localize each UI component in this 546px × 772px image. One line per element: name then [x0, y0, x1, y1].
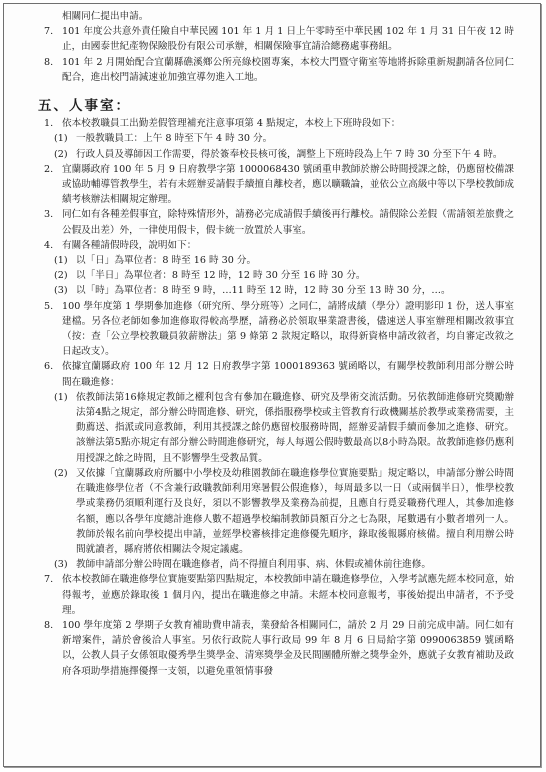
personnel-items-list [44, 116, 514, 679]
item-number: 3. [44, 209, 54, 221]
item-number: 4. [44, 239, 54, 251]
item-number: 1. [44, 118, 54, 130]
list-item [44, 162, 514, 208]
item-number: (1) [54, 391, 68, 403]
item-text: 依本校教師在職進修學位實施要點第四點規定，本校教師申請在職進修學位，入學考試應先經本校同意，始得報考，並應於錄取後 1 個月內，提出在職進修之申請。未經本校同意報考，事後始提出申請者，不予受理。 [62, 574, 514, 616]
list-item [44, 572, 514, 618]
item-number: 8. [44, 56, 54, 68]
list-item [44, 131, 514, 146]
item-text: 100 學年度第 2 學期子女教育補助費申請表，業發給各相關同仁，請於 2 月 29 日前完成申請。同仁如有新增案件，請於會後洽人事室。另依行政院人事行政局 99 年 8 月 6 日局給字第 0990063859 號函略以，公教人員子女係領取優秀學生獎學金、清寒獎學金及民間團體所辦之獎學金外，應就子女教育補助及政府各項助學措施擇優擇一支領，以避免重領情事發 [62, 619, 514, 677]
list-item [44, 147, 514, 162]
list-item [44, 253, 514, 268]
list-item [44, 618, 514, 679]
item-text: 有關各種請假時段，說明如下： [62, 239, 197, 251]
item-number: (3) [54, 285, 68, 297]
item-number: (2) [54, 467, 68, 479]
list-item [44, 299, 514, 360]
item-text: 依教師法第16條規定教師之權利包含有參加在職進修、研究及學術交流活動。另依教師進修研究獎勵辦法第4點之規定，部分辦公時間進修、研究，係指服務學校或主管教育行政機關基於教學或業務需要，主動薦送、指派或同意教師，利用其授課之餘仍應留校服務時間，經辦妥請假手續而參加之進修、研究。該辦法第5點亦規定有部分辦公時間進修研究，每人每週公假時數最高以8小時為限。故教師進修仍應利用授課之餘之時間，且不影響學生受教品質。 [76, 391, 514, 464]
item-number: (1) [54, 133, 68, 145]
list-item [44, 207, 514, 237]
item-number: 5. [44, 300, 54, 312]
item-number: 7. [44, 26, 54, 38]
list-item [44, 390, 514, 466]
list-item [44, 466, 514, 557]
item-text: 依本校教職員工出勤差假管理補充注意事項第 4 點規定，本校上下班時段如下： [62, 118, 401, 130]
item-text: 依據宜蘭縣政府 100 年 12 月 12 日府教學字第 1000189363 號函略以，有關學校教師利用部分辦公時間在職進修： [62, 361, 514, 388]
item-text: 宜蘭縣政府 100 年 5 月 9 日府教學字第 1000068430 號函重申教師於辦公時間授課之餘，仍應留校備課或協助輔導管教學生，若有未經辦妥請假手續擅自離校者，應以曠職論，並依公立高級中等以下學校教師成績考核辦法相關規定辦理。 [62, 163, 514, 206]
item-text: 又依據「宜蘭縣政府所屬中小學校及幼稚園教師在職進修學位實施要點」規定略以，申請部分辦公時間在職進修學位者（不含兼行政職教師利用寒暑假公假進修），每周最多以一日（或兩個半日），惟學校教學或業務仍須順利運行及良好，須以不影響教學及業務為前提，且應自行覓妥職務代理人，其參加進修名額，應以各學年度總計進修人數不超過學校編制教師員額百分之七為限，尾數遇有小數者增列一人。教師於報名前向學校提出申請，並經學校審核排定進修優先順序，錄取後報縣府核備。擅自利用辦公時間就讀者，縣府將依相關法令規定議處。 [76, 467, 514, 555]
item-number: (2) [54, 148, 68, 160]
item-text: 以「時」為單位者：8 時至 9 時，…11 時至 12 時，12 時 30 分至 13 時 30 分，…。 [76, 285, 451, 297]
list-item [44, 283, 514, 298]
list-item-7 [44, 24, 514, 54]
item-text: 以「日」為單位者：8 時至 16 時 30 分。 [76, 255, 257, 267]
item-number: 2. [44, 163, 54, 175]
item-text: 行政人員及導師因工作需要，得於簽奉校長核可後，調整上下班時段為上午 7 時 30 分至下午 4 時。 [76, 148, 503, 160]
section-heading: 五、人事室： [38, 98, 131, 115]
item-text: 一般教職員工：上午 8 時至下午 4 時 30 分。 [76, 133, 273, 145]
item-number: (2) [54, 270, 68, 282]
list-item [44, 238, 514, 253]
list-item [44, 557, 514, 572]
list-item [44, 268, 514, 283]
item-text: 101 年 2 月開始配合宜蘭縣礁溪鄉公所亮綠校園專案，本校大門暨守衛室等地將拆除重新規劃請各位同仁配合，進出校門請減速並加強宣導勿進入工地。 [62, 56, 514, 83]
item-number: (3) [54, 559, 68, 571]
item-number: 6. [44, 361, 54, 373]
item-text: 101 年度公共意外責任險自中華民國 101 年 1 月 1 日上午零時至中華民國 102 年 1 月 31 日午夜 12 時止，由國泰世紀產物保險股份有限公司承辦，相關保險事宜請洽總務處事務組。 [62, 26, 514, 53]
item-text: 教師申請部分辦公時間在職進修者，尚不得擅自利用事、病、休假或補休前往進修。 [76, 559, 431, 571]
list-item [44, 359, 514, 389]
item-number: (1) [54, 255, 68, 267]
item-number: 7. [44, 574, 54, 586]
item-text: 同仁如有各種差假事宜，除特殊情形外，請務必完成請假手續後再行離校。請假除公差假（需請領差旅費之公假及出差）外，一律使用假卡，假卡統一放置於人事室。 [62, 209, 514, 236]
item-text: 100 學年度第 1 學期參加進修（研究所、學分班等）之同仁，請將成績（學分）證明影印 1 份，送人事室建檔。另各位老師如參加進修取得較高學歷，請務必於領取畢業證書後，儘速送人事室辦理相關改敘事宜（按：查「公立學校教職員敘薪辦法」第 9 條第 2 款規定略以，取得新資格申請改敘者，均自審定改敘之日起改支）。 [62, 300, 514, 358]
document-body [38, 9, 514, 679]
item-text: 以「半日」為單位者：8 時至 12 時，12 時 30 分至 16 時 30 分。 [76, 270, 366, 282]
list-item-8 [44, 55, 514, 85]
list-item [44, 116, 514, 131]
document-page [3, 3, 541, 767]
continued-line: 相關同仁提出申請。 [62, 11, 149, 22]
item-number: 8. [44, 619, 54, 631]
